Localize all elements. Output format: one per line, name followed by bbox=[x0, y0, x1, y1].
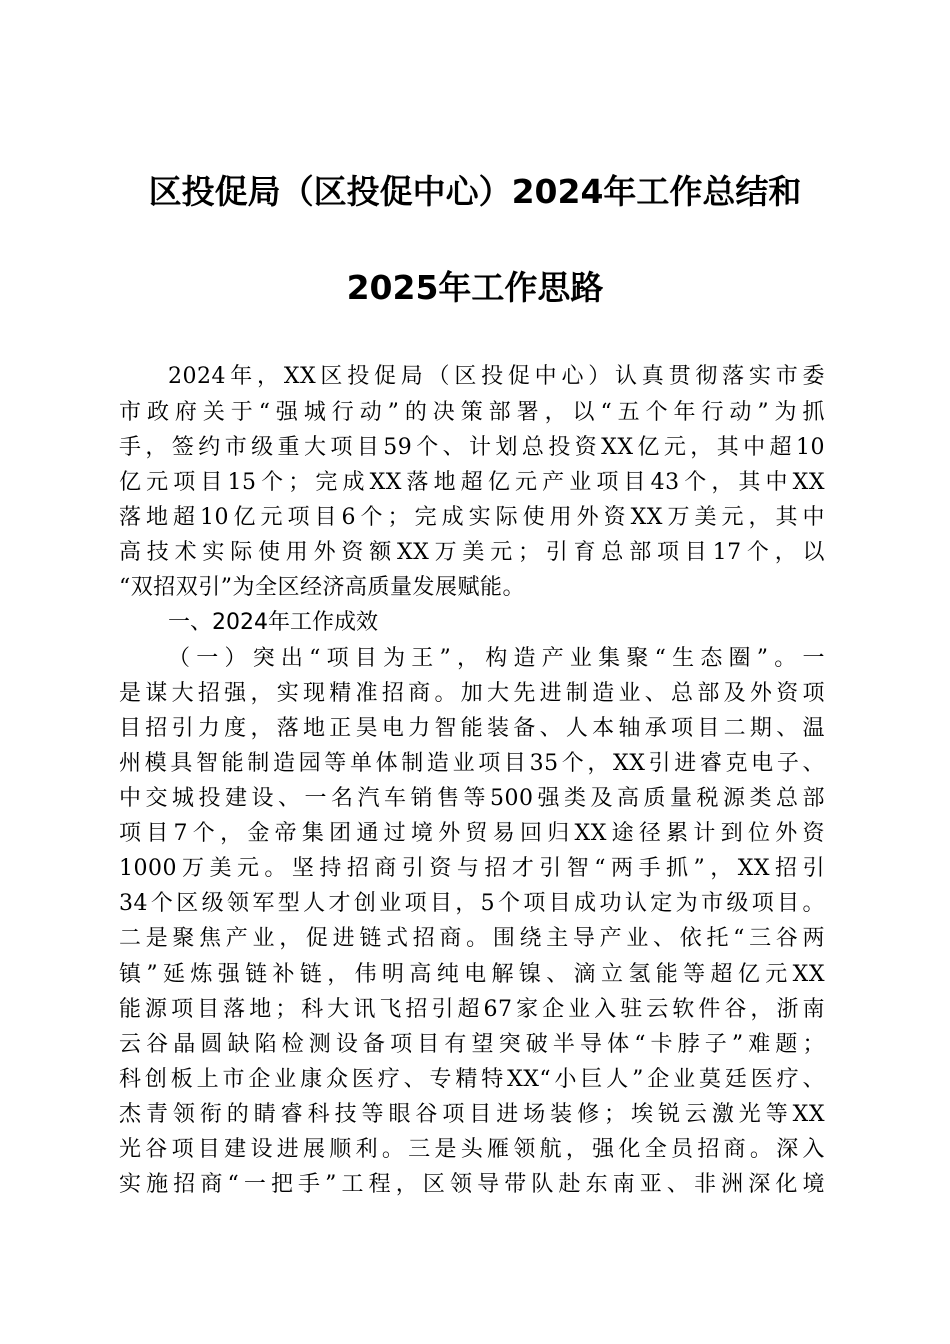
document-title-line-1: 区投促局（区投促中心）2024年工作总结和 bbox=[148, 172, 802, 211]
body-line: 州模具智能制造园等单体制造业项目35个，XX引进睿克电子、 bbox=[119, 751, 825, 776]
body-line: 镇”延炼强链补链，伟明高纯电解镍、滴立氢能等超亿元XX bbox=[119, 962, 825, 987]
body-line: 云谷晶圆缺陷检测设备项目有望突破半导体“卡脖子”难题； bbox=[119, 1032, 825, 1057]
body-line: 目招引力度，落地正昊电力智能装备、人本轴承项目二期、温 bbox=[119, 716, 825, 741]
body-line: 中交城投建设、一名汽车销售等500强类及高质量税源类总部 bbox=[119, 786, 825, 811]
body-line: 项目7个，金帝集团通过境外贸易回归XX途径累计到位外资 bbox=[119, 821, 825, 846]
intro-line: 手，签约市级重大项目59个、计划总投资XX亿元，其中超10 bbox=[119, 435, 825, 460]
body-line: 是谋大招强，实现精准招商。加大先进制造业、总部及外资项 bbox=[119, 681, 825, 706]
intro-line: 2024年，XX区投促局（区投促中心）认真贯彻落实市委 bbox=[168, 364, 825, 389]
intro-line: 亿元项目15个；完成XX落地超亿元产业项目43个，其中XX bbox=[119, 470, 825, 495]
body-line: 二是聚焦产业，促进链式招商。围绕主导产业、依托“三谷两 bbox=[119, 926, 825, 951]
section-heading: 一、2024年工作成效 bbox=[168, 610, 378, 635]
intro-line: 落地超10亿元项目6个；完成实际使用外资XX万美元，其中 bbox=[119, 505, 825, 530]
body-line: 光谷项目建设进展顺利。三是头雁领航，强化全员招商。深入 bbox=[119, 1137, 825, 1162]
body-line: （一）突出“项目为王”，构造产业集聚“生态圈”。一 bbox=[168, 646, 825, 671]
body-line: 1000万美元。坚持招商引资与招才引智“两手抓”，XX招引 bbox=[119, 856, 825, 881]
body-line: 34个区级领军型人才创业项目，5个项目成功认定为市级项目。 bbox=[119, 891, 825, 916]
body-line: 科创板上市企业康众医疗、专精特XX“小巨人”企业莫廷医疗、 bbox=[119, 1067, 825, 1092]
body-line: 能源项目落地；科大讯飞招引超67家企业入驻云软件谷，浙南 bbox=[119, 997, 825, 1022]
body-line: 杰青领衔的睛睿科技等眼谷项目进场装修；埃锐云激光等XX bbox=[119, 1102, 825, 1127]
body-line: 实施招商“一把手”工程，区领导带队赴东南亚、非洲深化境 bbox=[119, 1172, 825, 1197]
intro-line: 高技术实际使用外资额XX万美元；引育总部项目17个，以 bbox=[119, 540, 825, 565]
intro-line: “双招双引”为全区经济高质量发展赋能。 bbox=[119, 575, 525, 600]
document-title-line-2: 2025年工作思路 bbox=[346, 268, 604, 307]
intro-line: 市政府关于“强城行动”的决策部署，以“五个年行动”为抓 bbox=[119, 400, 825, 425]
